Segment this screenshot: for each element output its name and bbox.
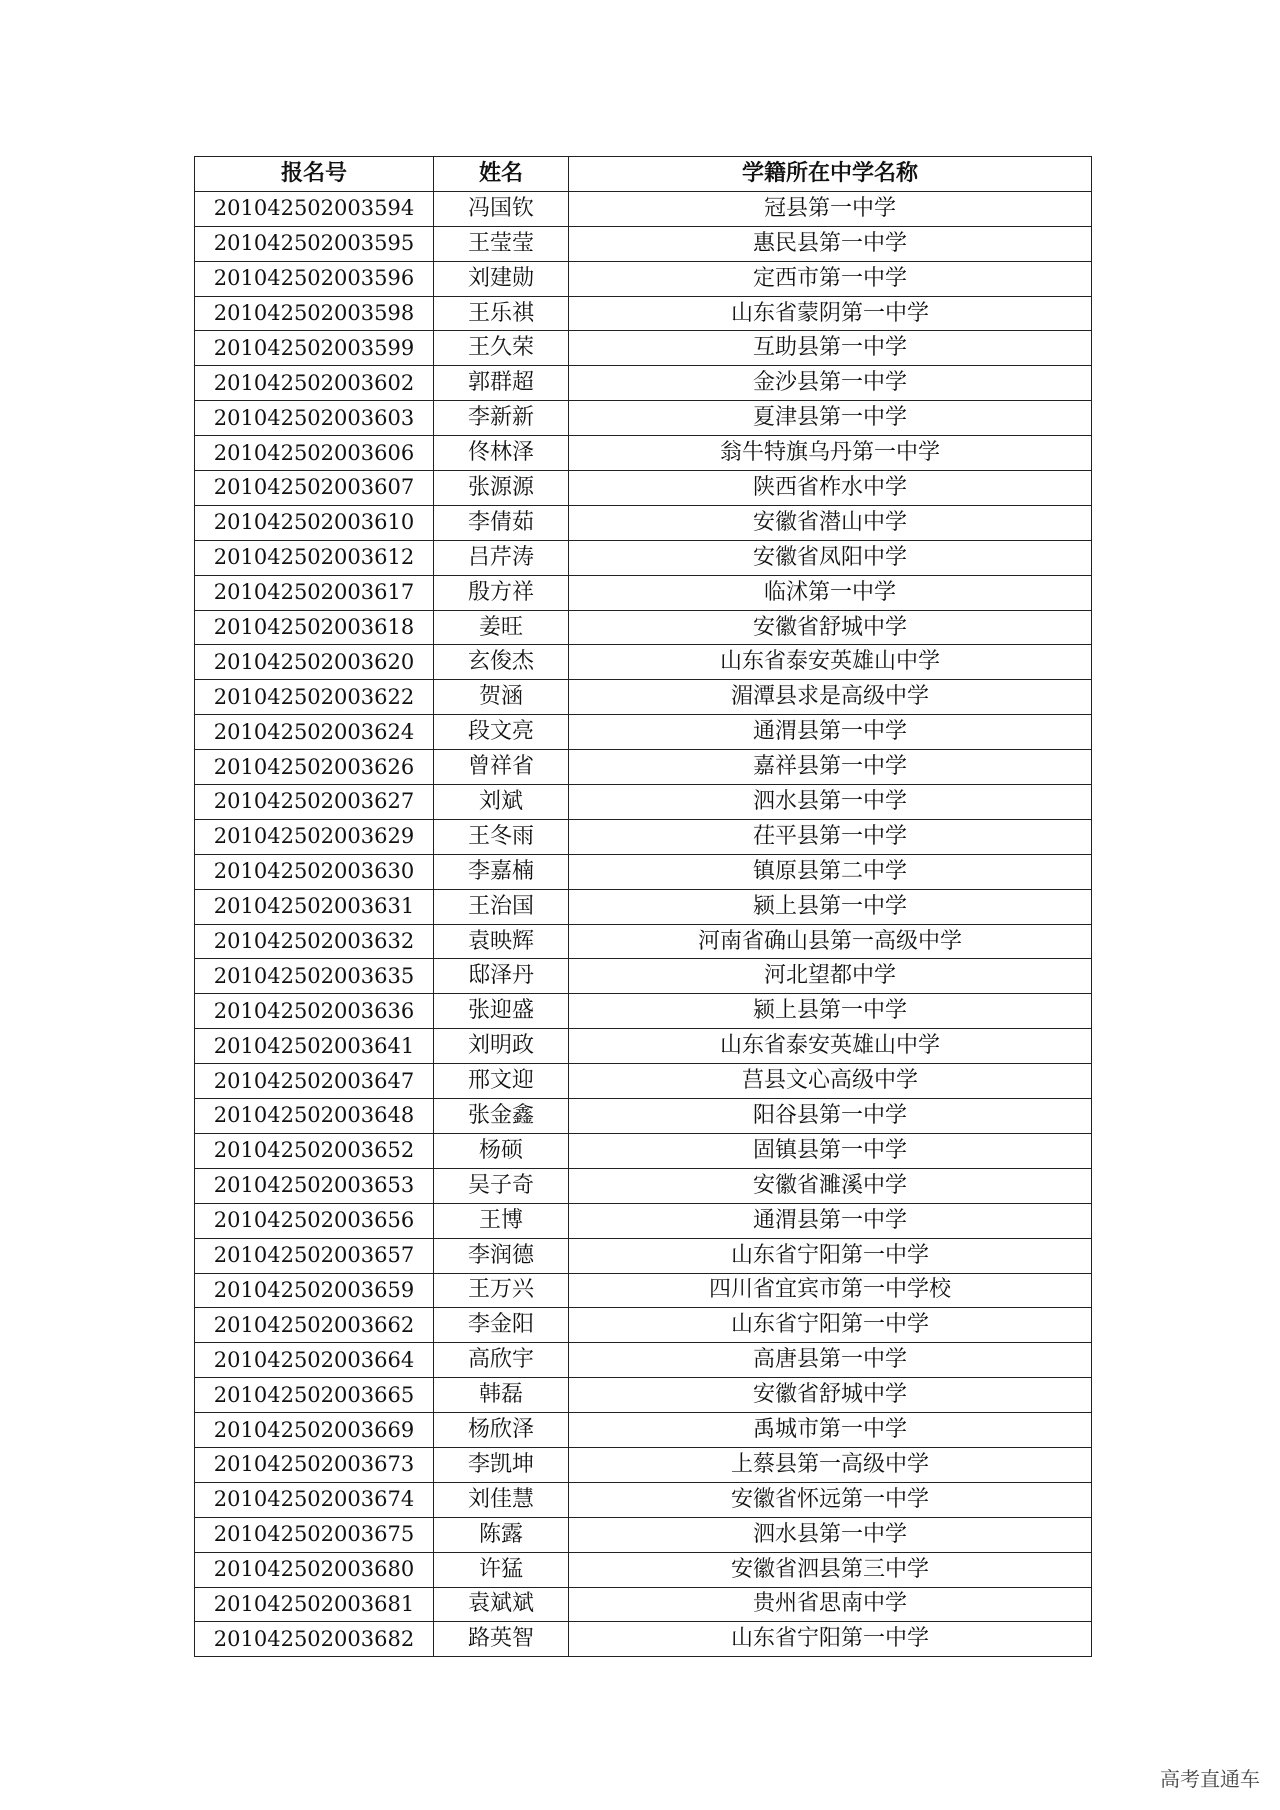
cell-registration-number: 201042502003647 — [195, 1064, 434, 1099]
cell-student-name: 佟林泽 — [434, 436, 569, 471]
cell-registration-number: 201042502003632 — [195, 924, 434, 959]
cell-student-name: 刘佳慧 — [434, 1482, 569, 1517]
cell-student-name: 冯国钦 — [434, 191, 569, 226]
cell-registration-number: 201042502003657 — [195, 1238, 434, 1273]
cell-school-name: 镇原县第二中学 — [569, 854, 1092, 889]
cell-registration-number: 201042502003599 — [195, 331, 434, 366]
table-row — [195, 889, 1092, 924]
cell-school-name: 通渭县第一中学 — [569, 1203, 1092, 1238]
header-registration-number: 报名号 — [195, 157, 434, 192]
table-row — [195, 854, 1092, 889]
cell-school-name: 安徽省濉溪中学 — [569, 1168, 1092, 1203]
cell-student-name: 郭群超 — [434, 366, 569, 401]
cell-school-name: 夏津县第一中学 — [569, 401, 1092, 436]
cell-student-name: 王久荣 — [434, 331, 569, 366]
cell-student-name: 李倩茹 — [434, 505, 569, 540]
cell-student-name: 吕芹涛 — [434, 540, 569, 575]
cell-registration-number: 201042502003652 — [195, 1133, 434, 1168]
cell-registration-number: 201042502003598 — [195, 296, 434, 331]
table-row — [195, 366, 1092, 401]
cell-school-name: 湄潭县求是高级中学 — [569, 680, 1092, 715]
cell-school-name: 河南省确山县第一高级中学 — [569, 924, 1092, 959]
table-row — [195, 924, 1092, 959]
cell-school-name: 安徽省怀远第一中学 — [569, 1482, 1092, 1517]
table-row — [195, 1099, 1092, 1134]
cell-school-name: 贵州省思南中学 — [569, 1587, 1092, 1622]
cell-student-name: 贺涵 — [434, 680, 569, 715]
cell-student-name: 邸泽丹 — [434, 959, 569, 994]
cell-registration-number: 201042502003596 — [195, 261, 434, 296]
cell-student-name: 王治国 — [434, 889, 569, 924]
cell-school-name: 莒县文心高级中学 — [569, 1064, 1092, 1099]
cell-registration-number: 201042502003669 — [195, 1413, 434, 1448]
table-row — [195, 226, 1092, 261]
cell-student-name: 杨硕 — [434, 1133, 569, 1168]
table-header-row — [195, 157, 1092, 192]
cell-student-name: 玄俊杰 — [434, 645, 569, 680]
table-row — [195, 680, 1092, 715]
cell-school-name: 陕西省柞水中学 — [569, 471, 1092, 506]
table-row — [195, 401, 1092, 436]
cell-registration-number: 201042502003602 — [195, 366, 434, 401]
cell-school-name: 山东省宁阳第一中学 — [569, 1622, 1092, 1657]
cell-student-name: 李嘉楠 — [434, 854, 569, 889]
cell-registration-number: 201042502003620 — [195, 645, 434, 680]
cell-school-name: 通渭县第一中学 — [569, 715, 1092, 750]
cell-registration-number: 201042502003641 — [195, 1029, 434, 1064]
table-row — [195, 1029, 1092, 1064]
cell-registration-number: 201042502003674 — [195, 1482, 434, 1517]
cell-school-name: 冠县第一中学 — [569, 191, 1092, 226]
cell-student-name: 吴子奇 — [434, 1168, 569, 1203]
table-row — [195, 331, 1092, 366]
cell-school-name: 翁牛特旗乌丹第一中学 — [569, 436, 1092, 471]
table-row — [195, 959, 1092, 994]
table-row — [195, 819, 1092, 854]
table-row — [195, 436, 1092, 471]
table-row — [195, 994, 1092, 1029]
cell-student-name: 高欣宇 — [434, 1343, 569, 1378]
cell-school-name: 惠民县第一中学 — [569, 226, 1092, 261]
cell-student-name: 殷方祥 — [434, 575, 569, 610]
cell-school-name: 固镇县第一中学 — [569, 1133, 1092, 1168]
cell-registration-number: 201042502003631 — [195, 889, 434, 924]
cell-student-name: 李润德 — [434, 1238, 569, 1273]
cell-school-name: 互助县第一中学 — [569, 331, 1092, 366]
header-school: 学籍所在中学名称 — [569, 157, 1092, 192]
cell-school-name: 临沭第一中学 — [569, 575, 1092, 610]
cell-registration-number: 201042502003635 — [195, 959, 434, 994]
cell-school-name: 山东省宁阳第一中学 — [569, 1308, 1092, 1343]
table-row — [195, 1517, 1092, 1552]
cell-school-name: 泗水县第一中学 — [569, 1517, 1092, 1552]
cell-registration-number: 201042502003673 — [195, 1447, 434, 1482]
cell-registration-number: 201042502003612 — [195, 540, 434, 575]
table-row — [195, 750, 1092, 785]
cell-student-name: 段文亮 — [434, 715, 569, 750]
table-row — [195, 645, 1092, 680]
table-row — [195, 1238, 1092, 1273]
cell-student-name: 张源源 — [434, 471, 569, 506]
cell-student-name: 李凯坤 — [434, 1447, 569, 1482]
cell-school-name: 山东省蒙阴第一中学 — [569, 296, 1092, 331]
cell-school-name: 上蔡县第一高级中学 — [569, 1447, 1092, 1482]
cell-registration-number: 201042502003594 — [195, 191, 434, 226]
table-row — [195, 1133, 1092, 1168]
cell-student-name: 张迎盛 — [434, 994, 569, 1029]
cell-registration-number: 201042502003624 — [195, 715, 434, 750]
table-row — [195, 1308, 1092, 1343]
cell-student-name: 李金阳 — [434, 1308, 569, 1343]
table-row — [195, 1482, 1092, 1517]
cell-registration-number: 201042502003648 — [195, 1099, 434, 1134]
cell-registration-number: 201042502003681 — [195, 1587, 434, 1622]
cell-school-name: 嘉祥县第一中学 — [569, 750, 1092, 785]
table-row — [195, 1447, 1092, 1482]
cell-student-name: 许猛 — [434, 1552, 569, 1587]
cell-registration-number: 201042502003618 — [195, 610, 434, 645]
table-row — [195, 1064, 1092, 1099]
cell-student-name: 刘斌 — [434, 785, 569, 820]
table-row — [195, 540, 1092, 575]
cell-school-name: 金沙县第一中学 — [569, 366, 1092, 401]
cell-student-name: 张金鑫 — [434, 1099, 569, 1134]
table-body — [195, 191, 1092, 1656]
cell-school-name: 山东省宁阳第一中学 — [569, 1238, 1092, 1273]
cell-registration-number: 201042502003636 — [195, 994, 434, 1029]
cell-student-name: 姜旺 — [434, 610, 569, 645]
cell-school-name: 阳谷县第一中学 — [569, 1099, 1092, 1134]
cell-registration-number: 201042502003665 — [195, 1378, 434, 1413]
table-row — [195, 1168, 1092, 1203]
cell-school-name: 定西市第一中学 — [569, 261, 1092, 296]
table-row — [195, 1622, 1092, 1657]
cell-registration-number: 201042502003682 — [195, 1622, 434, 1657]
cell-registration-number: 201042502003662 — [195, 1308, 434, 1343]
cell-student-name: 杨欣泽 — [434, 1413, 569, 1448]
cell-school-name: 泗水县第一中学 — [569, 785, 1092, 820]
table-row — [195, 1203, 1092, 1238]
table-row — [195, 1413, 1092, 1448]
cell-student-name: 袁映辉 — [434, 924, 569, 959]
cell-registration-number: 201042502003627 — [195, 785, 434, 820]
cell-school-name: 山东省泰安英雄山中学 — [569, 645, 1092, 680]
cell-registration-number: 201042502003622 — [195, 680, 434, 715]
cell-registration-number: 201042502003630 — [195, 854, 434, 889]
cell-student-name: 刘建勋 — [434, 261, 569, 296]
table-row — [195, 610, 1092, 645]
watermark-text: 高考直通车 — [1160, 1767, 1260, 1791]
cell-registration-number: 201042502003626 — [195, 750, 434, 785]
cell-student-name: 陈露 — [434, 1517, 569, 1552]
table-row — [195, 1378, 1092, 1413]
cell-school-name: 高唐县第一中学 — [569, 1343, 1092, 1378]
cell-school-name: 四川省宜宾市第一中学校 — [569, 1273, 1092, 1308]
cell-student-name: 王莹莹 — [434, 226, 569, 261]
cell-school-name: 茌平县第一中学 — [569, 819, 1092, 854]
table-row — [195, 785, 1092, 820]
cell-registration-number: 201042502003595 — [195, 226, 434, 261]
cell-school-name: 颍上县第一中学 — [569, 889, 1092, 924]
cell-registration-number: 201042502003659 — [195, 1273, 434, 1308]
cell-registration-number: 201042502003603 — [195, 401, 434, 436]
cell-registration-number: 201042502003617 — [195, 575, 434, 610]
cell-student-name: 王万兴 — [434, 1273, 569, 1308]
table-row — [195, 296, 1092, 331]
table-row — [195, 261, 1092, 296]
cell-school-name: 安徽省舒城中学 — [569, 610, 1092, 645]
cell-student-name: 袁斌斌 — [434, 1587, 569, 1622]
table-row — [195, 191, 1092, 226]
cell-registration-number: 201042502003629 — [195, 819, 434, 854]
cell-student-name: 刘明政 — [434, 1029, 569, 1064]
cell-registration-number: 201042502003680 — [195, 1552, 434, 1587]
cell-registration-number: 201042502003606 — [195, 436, 434, 471]
table-row — [195, 715, 1092, 750]
cell-student-name: 韩磊 — [434, 1378, 569, 1413]
cell-student-name: 路英智 — [434, 1622, 569, 1657]
cell-school-name: 颍上县第一中学 — [569, 994, 1092, 1029]
table-row — [195, 575, 1092, 610]
cell-school-name: 山东省泰安英雄山中学 — [569, 1029, 1092, 1064]
cell-school-name: 河北望都中学 — [569, 959, 1092, 994]
cell-student-name: 王博 — [434, 1203, 569, 1238]
cell-registration-number: 201042502003610 — [195, 505, 434, 540]
cell-registration-number: 201042502003607 — [195, 471, 434, 506]
table-row — [195, 1343, 1092, 1378]
cell-school-name: 安徽省泗县第三中学 — [569, 1552, 1092, 1587]
cell-student-name: 王乐祺 — [434, 296, 569, 331]
table-row — [195, 471, 1092, 506]
table-row — [195, 1552, 1092, 1587]
cell-registration-number: 201042502003653 — [195, 1168, 434, 1203]
cell-student-name: 邢文迎 — [434, 1064, 569, 1099]
table-row — [195, 1273, 1092, 1308]
cell-school-name: 安徽省潜山中学 — [569, 505, 1092, 540]
cell-student-name: 曾祥省 — [434, 750, 569, 785]
cell-school-name: 禹城市第一中学 — [569, 1413, 1092, 1448]
table-row — [195, 505, 1092, 540]
cell-student-name: 李新新 — [434, 401, 569, 436]
cell-registration-number: 201042502003675 — [195, 1517, 434, 1552]
cell-school-name: 安徽省凤阳中学 — [569, 540, 1092, 575]
header-name: 姓名 — [434, 157, 569, 192]
cell-school-name: 安徽省舒城中学 — [569, 1378, 1092, 1413]
admission-table — [194, 156, 1092, 1657]
cell-registration-number: 201042502003656 — [195, 1203, 434, 1238]
table-row — [195, 1587, 1092, 1622]
cell-registration-number: 201042502003664 — [195, 1343, 434, 1378]
cell-student-name: 王冬雨 — [434, 819, 569, 854]
